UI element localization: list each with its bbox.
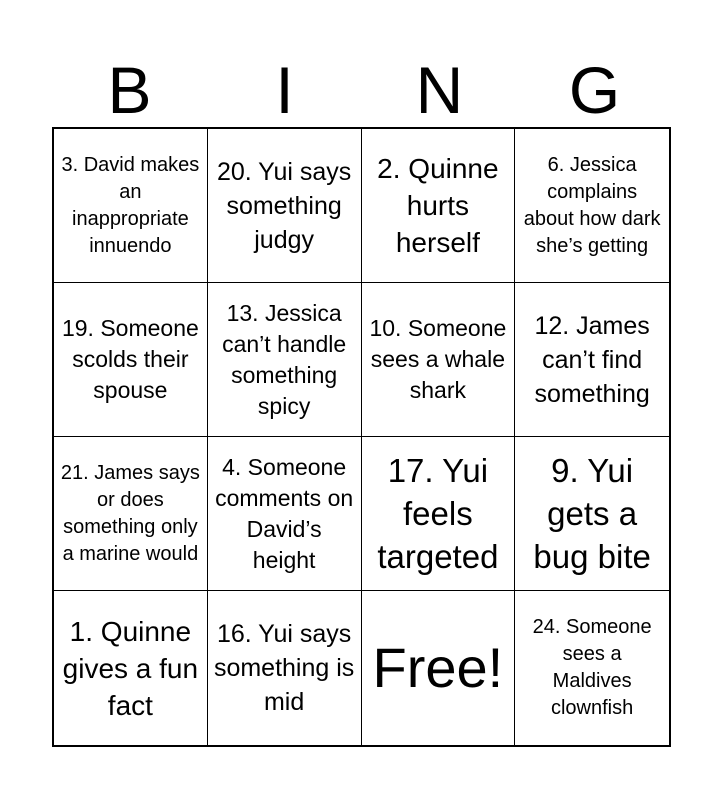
square-text: 21. James says or does something only a marine would <box>60 461 200 565</box>
square-text: 20. Yui says something judgy <box>216 157 352 254</box>
square-text: 17. Yui feels targeted <box>377 452 499 575</box>
bingo-square[interactable] <box>362 129 516 283</box>
bingo-square[interactable] <box>515 591 669 745</box>
bingo-square[interactable] <box>515 437 669 591</box>
square-text: 10. Someone sees a whale shark <box>369 315 507 403</box>
bingo-square[interactable] <box>208 129 362 283</box>
bingo-square[interactable] <box>515 283 669 437</box>
square-text: Free! <box>372 636 504 699</box>
bingo-square[interactable] <box>362 283 516 437</box>
square-text: 19. Someone scolds their spouse <box>61 315 199 403</box>
bingo-card <box>52 127 671 747</box>
square-text: 16. Yui says something is mid <box>213 620 355 716</box>
square-text: 2. Quinne hurts herself <box>377 153 499 258</box>
bingo-square[interactable] <box>362 437 516 591</box>
bingo-square[interactable] <box>54 591 208 745</box>
bingo-square[interactable] <box>208 591 362 745</box>
square-text: 24. Someone sees a Maldives clownfish <box>532 616 652 719</box>
bingo-square[interactable] <box>515 129 669 283</box>
square-text: 13. Jessica can’t handle something spicy <box>222 299 347 419</box>
header-letter-n: N <box>415 53 464 127</box>
header-letter-i: I <box>275 53 294 127</box>
square-text: 9. Yui gets a bug bite <box>533 452 651 575</box>
bingo-square[interactable] <box>208 283 362 437</box>
square-text: 1. Quinne gives a fun fact <box>62 615 199 721</box>
bingo-header <box>52 52 672 128</box>
header-letter-b: B <box>107 53 152 127</box>
square-text: 4. Someone comments on David’s height <box>215 453 354 573</box>
square-text: 6. Jessica complains about how dark she’s getting <box>523 153 661 257</box>
square-text: 3. David makes an inappropriate innuendo <box>61 153 200 257</box>
bingo-square[interactable] <box>54 283 208 437</box>
square-text: 12. James can’t find something <box>534 311 650 408</box>
bingo-square[interactable] <box>54 129 208 283</box>
bingo-square-free[interactable] <box>362 591 516 745</box>
bingo-square[interactable] <box>54 437 208 591</box>
bingo-square[interactable] <box>208 437 362 591</box>
header-letter-g: G <box>568 53 621 127</box>
